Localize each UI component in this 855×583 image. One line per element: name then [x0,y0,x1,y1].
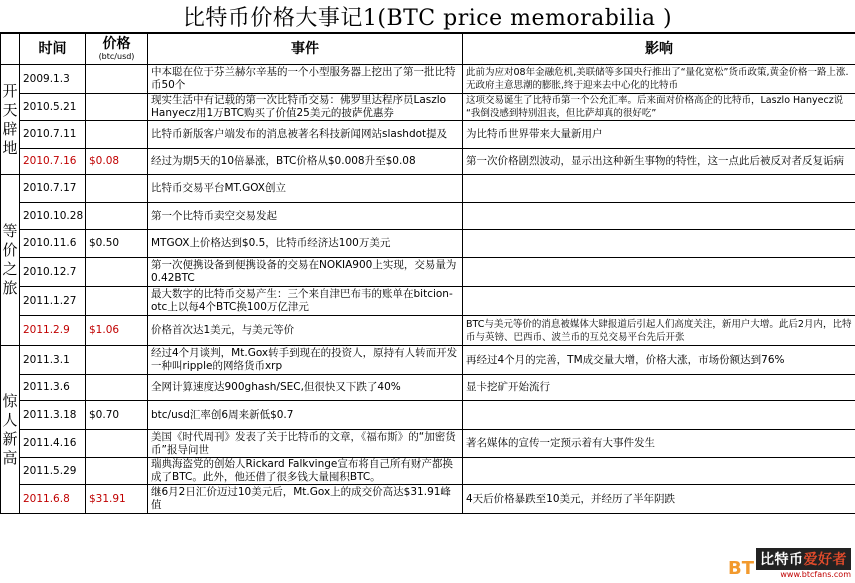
table-row [1,287,855,316]
impact-cell: 第一次价格剧烈波动，显示出这种新生事物的特性，这一点此后被反对者反复诟病 [463,149,855,175]
watermark-logo-main: 比特币 [760,552,804,568]
impact-cell [463,230,855,258]
event-cell: 第一个比特币卖空交易发起 [148,203,463,230]
date-cell: 2011.3.1 [20,346,86,375]
header-event: 事件 [148,34,463,65]
price-cell: $1.06 [86,316,148,346]
date-cell: 2010.12.7 [20,258,86,287]
watermark-logo [756,548,851,570]
event-cell: 最大数字的比特币交易产生：三个来自津巴布韦的账单在bitcion-otc上以每4个BTC换100万亿津元 [148,287,463,316]
date-cell: 2010.7.11 [20,121,86,149]
memorabilia-table [0,33,855,514]
event-cell: 比特币新版客户端发布的消息被著名科技新闻网站slashdot提及 [148,121,463,149]
event-cell: 中本聪在位于芬兰赫尔辛基的一个小型服务器上挖出了第一批比特币50个 [148,65,463,94]
impact-cell [463,458,855,485]
impact-cell: 为比特币世界带来大量新用户 [463,121,855,149]
table-row [1,94,855,121]
date-cell: 2010.11.6 [20,230,86,258]
price-cell [86,287,148,316]
date-cell: 2010.5.21 [20,94,86,121]
date-cell: 2011.3.18 [20,401,86,430]
event-cell: 比特币交易平台MT.GOX创立 [148,175,463,203]
impact-cell [463,203,855,230]
table-row [1,65,855,94]
price-cell [86,203,148,230]
header-price [86,34,148,65]
table-row [1,258,855,287]
table-row [1,175,855,203]
date-cell: 2011.4.16 [20,430,86,458]
price-cell [86,458,148,485]
impact-cell: BTC与美元等价的消息被媒体大肆报道后引起人们高度关注，新用户大增。此后2月内，比特币与英镑、巴西币、波兰币的互兑交易平台先后开张 [463,316,855,346]
event-cell: 经过为期5天的10倍暴涨，BTC价格从$0.008升至$0.08 [148,149,463,175]
watermark-url: www.btcfans.com [780,570,851,579]
event-cell: MTGOX上价格达到$0.5，比特币经济达100万美元 [148,230,463,258]
table-row [1,149,855,175]
event-cell: 第一次便携设备到便携设备的交易在NOKIA900上实现，交易量为0.42BTC [148,258,463,287]
header-time: 时间 [20,34,86,65]
price-cell: $0.70 [86,401,148,430]
header-price-unit: (btc/usd) [98,52,135,61]
date-cell: 2010.7.16 [20,149,86,175]
table-row [1,375,855,401]
price-cell [86,258,148,287]
date-cell: 2009.1.3 [20,65,86,94]
price-cell [86,375,148,401]
price-cell [86,346,148,375]
table-row [1,346,855,375]
table-row [1,316,855,346]
impact-cell [463,401,855,430]
era-label: 开 天 辟 地 [1,65,20,175]
date-cell: 2011.5.29 [20,458,86,485]
table-row [1,121,855,149]
price-cell: $31.91 [86,485,148,514]
impact-cell: 4天后价格暴跌至10美元，并经历了半年阴跌 [463,485,855,514]
header-price-label: 价格 [102,36,131,52]
event-cell: 全网计算速度达900ghash/SEC,但很快又下跌了40% [148,375,463,401]
event-cell: 继6月2日汇价迈过10美元后，Mt.Gox上的成交价高达$31.91峰值 [148,485,463,514]
event-cell: 瑞典海盗党的创始人Rickard Falkvinge宣布将自己所有财产都换成了BTC。此外，他还借了很多钱大量囤积BTC。 [148,458,463,485]
date-cell: 2011.2.9 [20,316,86,346]
price-cell [86,121,148,149]
price-cell [86,175,148,203]
header-impact: 影响 [463,34,855,65]
date-cell: 2010.7.17 [20,175,86,203]
table-row [1,458,855,485]
impact-cell [463,287,855,316]
price-cell [86,430,148,458]
table-row [1,485,855,514]
era-label: 等 价 之 旅 [1,175,20,346]
era-label: 惊 人 新 高 [1,346,20,514]
price-cell: $0.50 [86,230,148,258]
event-cell: 现实生活中有记载的第一次比特币交易：佛罗里达程序员Laszlo Hanyecz用1万BTC购买了价值25美元的披萨优惠券 [148,94,463,121]
price-cell: $0.08 [86,149,148,175]
date-cell: 2011.6.8 [20,485,86,514]
site-watermark [728,548,851,579]
table-row [1,230,855,258]
event-cell: 美国《时代周刊》发表了关于比特币的文章，《福布斯》的“加密货币”报导问世 [148,430,463,458]
date-cell: 2011.3.6 [20,375,86,401]
table-row [1,203,855,230]
price-cell [86,94,148,121]
header-era [1,34,20,65]
impact-cell: 再经过4个月的完善，TM成交量大增，价格大涨，市场份额达到76% [463,346,855,375]
impact-cell: 此前为应对08年金融危机,美联储等多国央行推出了“量化宽松”货币政策,黄金价格一路上涨.无政府主意思潮的膨胀,终于迎来去中心化的比特币 [463,65,855,94]
table-row [1,401,855,430]
impact-cell: 著名媒体的宣传一定预示着有大事件发生 [463,430,855,458]
event-cell: btc/usd汇率创6周来新低$0.7 [148,401,463,430]
date-cell: 2010.10.28 [20,203,86,230]
table-row [1,430,855,458]
date-cell: 2011.1.27 [20,287,86,316]
impact-cell: 这项交易诞生了比特币第一个公允汇率。后来面对价格高企的比特币，Laszlo Hanyecz说 “我倒没感到特别沮丧，但比萨却真的很好吃” [463,94,855,121]
watermark-bt: BT [728,558,754,579]
watermark-logo-accent: 爱好者 [803,552,847,568]
sheet-title: 比特币价格大事记1(BTC price memorabilia ) [0,0,855,33]
event-cell: 价格首次达1美元，与美元等价 [148,316,463,346]
event-cell: 经过4个月谈判，Mt.Gox转手到现在的投资人，原持有人转而开发一种叫ripple的网络货币xrp [148,346,463,375]
impact-cell [463,258,855,287]
price-cell [86,65,148,94]
impact-cell: 显卡挖矿开始流行 [463,375,855,401]
impact-cell [463,175,855,203]
